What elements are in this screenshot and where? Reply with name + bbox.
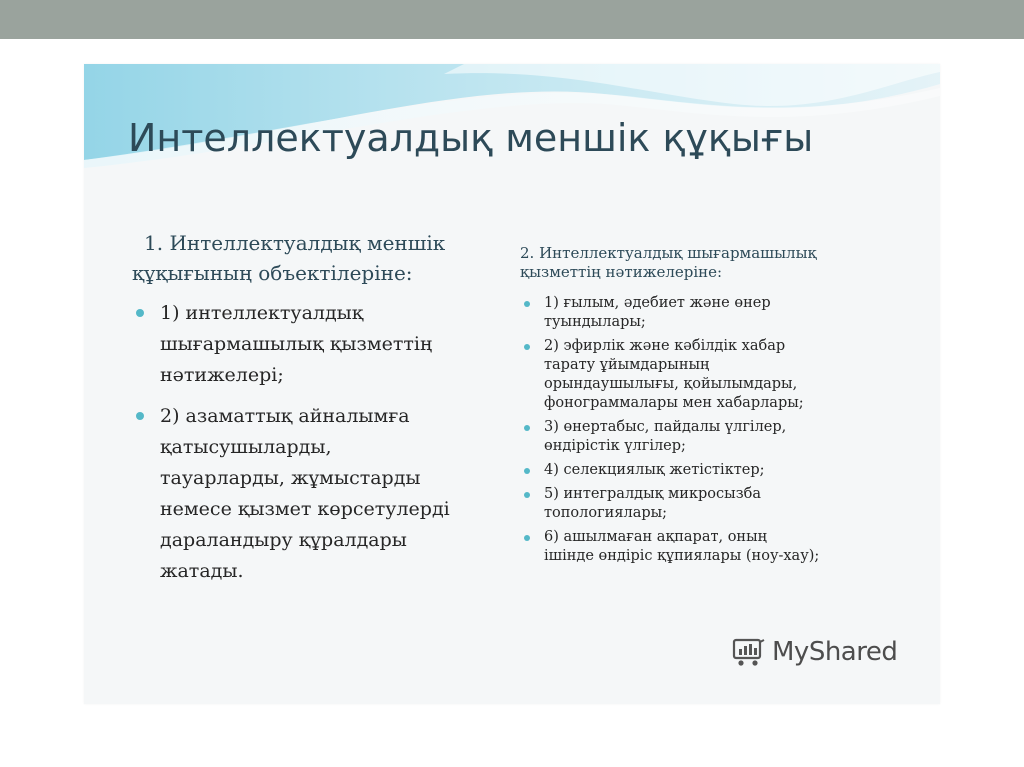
list-item-text: 5) интегралдық микросызба топологиялары; <box>544 486 761 521</box>
left-heading-line1: 1. Интеллектуалдық меншік <box>144 231 446 255</box>
list-item-text: 1) ғылым, әдебиет және өнер туындылары; <box>544 295 771 330</box>
list-item-text: 4) селекциялық жетістіктер; <box>544 462 765 478</box>
bullet-icon <box>136 412 144 420</box>
list-item-text: 2) азаматтық айналымға қатысушыларды, тауарларды, жұмыстарды немесе қызмет көрсетулерді дараландыру құралдары жатады. <box>160 405 450 582</box>
bullet-icon <box>524 425 530 431</box>
bullet-icon <box>524 492 530 498</box>
list-item <box>520 337 930 413</box>
list-item-text: 6) ашылмаған ақпарат, оның ішінде өндіріс құпиялары (ноу-хау); <box>544 529 820 564</box>
right-heading <box>520 244 930 282</box>
slide-title: Интеллектуалдық меншік құқығы <box>128 116 814 160</box>
left-column <box>132 228 532 597</box>
list-item <box>132 298 532 391</box>
list-item <box>520 418 930 456</box>
list-item <box>520 485 930 523</box>
list-item <box>132 401 532 587</box>
logo-text: MyShared <box>772 637 898 667</box>
right-heading-line1: 2. Интеллектуалдық шығармашылық <box>520 244 817 262</box>
presentation-slide <box>84 64 940 704</box>
top-bar <box>0 0 1024 39</box>
list-item-text: 1) интеллектуалдық шығармашылық қызметтің нәтижелері; <box>160 302 433 386</box>
right-column <box>520 244 930 571</box>
bullet-icon <box>524 468 530 474</box>
right-list <box>520 294 930 566</box>
bullet-icon <box>136 309 144 317</box>
myshared-logo[interactable] <box>732 636 897 668</box>
left-heading <box>132 228 532 288</box>
left-list <box>132 298 532 587</box>
list-item-text: 2) эфирлік және кәбілдік хабар тарату ұйымдарының орындаушылығы, қойылымдары, фонограммалары мен хабарлары; <box>544 338 804 411</box>
list-item-text: 3) өнертабыс, пайдалы үлгілер, өндірістік үлгілер; <box>544 419 787 454</box>
shopping-cart-chart-icon <box>732 636 766 668</box>
right-heading-line2: қызметтің нәтижелеріне: <box>520 263 723 281</box>
left-heading-line2: құқығының объектілеріне: <box>132 261 413 285</box>
bullet-icon <box>524 344 530 350</box>
list-item <box>520 461 930 480</box>
bullet-icon <box>524 535 530 541</box>
list-item <box>520 528 930 566</box>
list-item <box>520 294 930 332</box>
bullet-icon <box>524 301 530 307</box>
